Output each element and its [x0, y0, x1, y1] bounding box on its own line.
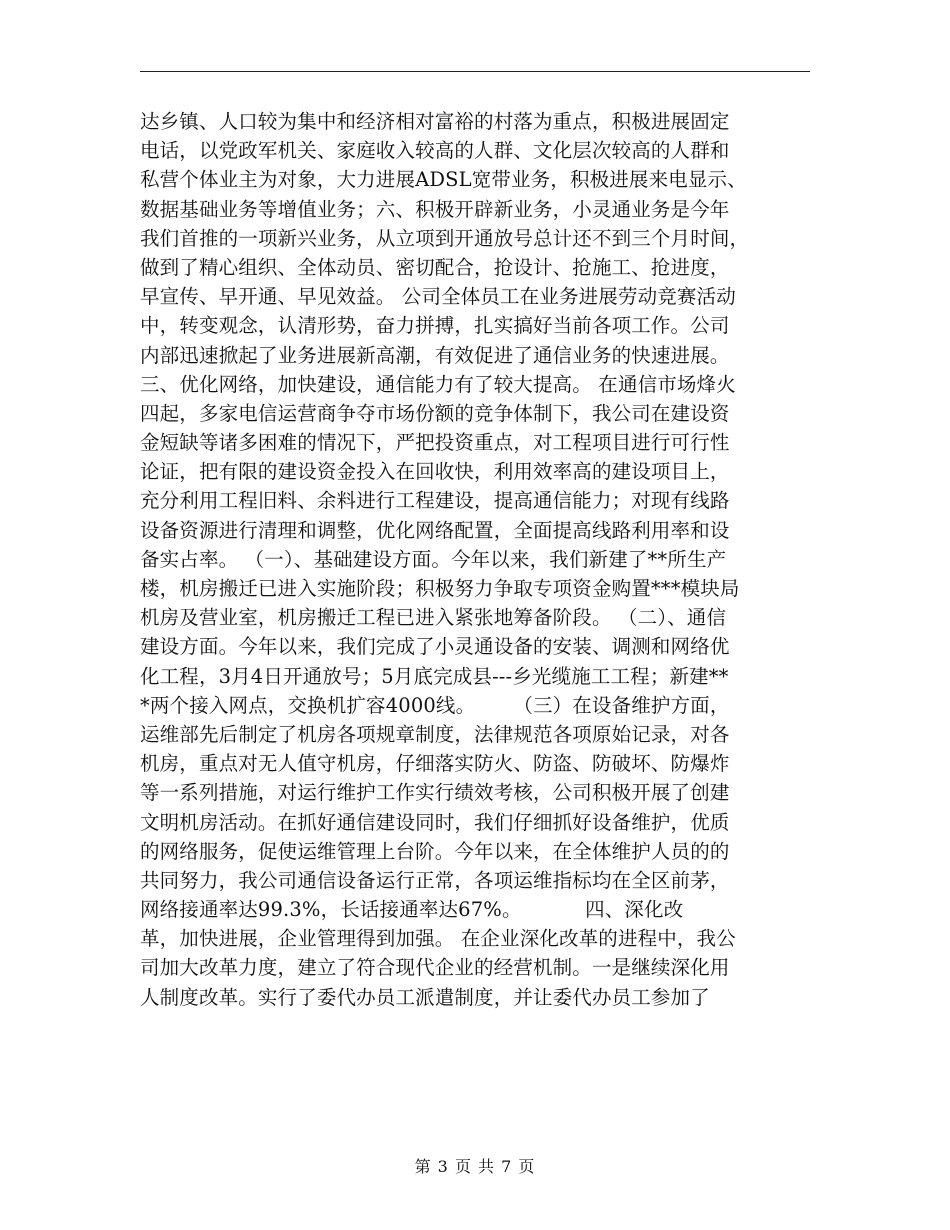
- text-line: *两个接入网点，交换机扩容4000线。 （三）在设备维护方面，: [140, 693, 730, 717]
- text-line: 革，加快进展，企业管理得到加强。 在企业深化改革的进程中，我公: [140, 927, 736, 951]
- text-line: 论证，把有限的建设资金投入在回收快，利用效率高的建设项目上，: [140, 460, 730, 484]
- text-line: 设备资源进行清理和调整，优化网络配置，全面提高线路利用率和设: [140, 518, 730, 542]
- text-line: 数据基础业务等增值业务；六、积极开辟新业务，小灵通业务是今年: [140, 197, 730, 221]
- text-line: 备实占率。 （一）、基础建设方面。今年以来，我们新建了**所生产: [140, 547, 727, 571]
- text-line: 运维部先后制定了机房各项规章制度，法律规范各项原始记录，对各: [140, 722, 730, 746]
- text-line: 充分利用工程旧料、余料进行工程建设，提高通信能力；对现有线路: [140, 489, 730, 513]
- text-line: 达乡镇、人口较为集中和经济相对富裕的村落为重点，积极进展固定: [140, 110, 730, 133]
- text-line: 共同努力，我公司通信设备运行正常，各项运维指标均在全区前茅，: [140, 868, 730, 892]
- text-line: 做到了精心组织、全体动员、密切配合，抢设计、抢施工、抢进度，: [140, 255, 730, 279]
- text-line: 电话，以党政军机关、家庭收入较高的人群、文化层次较高的人群和: [140, 139, 730, 163]
- text-line: 司加大改革力度，建立了符合现代企业的经营机制。一是继续深化用: [140, 956, 730, 980]
- text-line: 早宣传、早开通、早见效益。 公司全体员工在业务进展劳动竞赛活动: [140, 285, 736, 309]
- text-line: 机房及营业室，机房搬迁工程已进入紧张地筹备阶段。 （二）、通信: [140, 606, 727, 630]
- text-line: 人制度改革。实行了委代办员工派遣制度，并让委代办员工参加了: [140, 985, 710, 1009]
- header-rule: [140, 71, 810, 72]
- text-line: 三、优化网络，加快建设，通信能力有了较大提高。 在通信市场烽火: [140, 372, 736, 396]
- page-number-footer: 第 3 页 共 7 页: [414, 1157, 536, 1176]
- text-line: 网络接通率达99.3%，长话接通率达67%。 四、深化改: [140, 898, 684, 922]
- text-line: 化工程，3月4日开通放号；5月底完成县---乡光缆施工工程；新建**: [140, 664, 729, 688]
- text-line: 等一系列措施，对运行维护工作实行绩效考核，公司积极开展了创建: [140, 781, 730, 805]
- text-line: 中，转变观念，认清形势，奋力拼搏，扎实搞好当前各项工作。公司: [140, 314, 730, 338]
- text-line: 内部迅速掀起了业务进展新高潮，有效促进了通信业务的快速进展。: [140, 343, 730, 367]
- text-line: 文明机房活动。在抓好通信建设同时，我们仔细抓好设备维护，优质: [140, 810, 730, 834]
- document-body: [140, 107, 820, 1012]
- text-line: 我们首推的一项新兴业务，从立项到开通放号总计还不到三个月时间，: [140, 226, 750, 250]
- text-line: 楼，机房搬迁已进入实施阶段；积极努力争取专项资金购置***模块局: [140, 577, 740, 600]
- text-line: 私营个体业主为对象，大力进展ADSL宽带业务，积极进展来电显示、: [140, 168, 747, 192]
- text-line: 的网络服务，促使运维管理上台阶。今年以来，在全体维护人员的的: [140, 839, 730, 863]
- text-line: 机房，重点对无人值守机房，仔细落实防火、防盗、防破坏、防爆炸: [140, 752, 730, 776]
- text-line: 四起，多家电信运营商争夺市场份额的竞争体制下，我公司在建设资: [140, 401, 730, 425]
- text-line: 金短缺等诸多困难的情况下，严把投资重点，对工程项目进行可行性: [140, 431, 730, 455]
- text-line: 建设方面。今年以来，我们完成了小灵通设备的安装、调测和网络优: [140, 635, 730, 659]
